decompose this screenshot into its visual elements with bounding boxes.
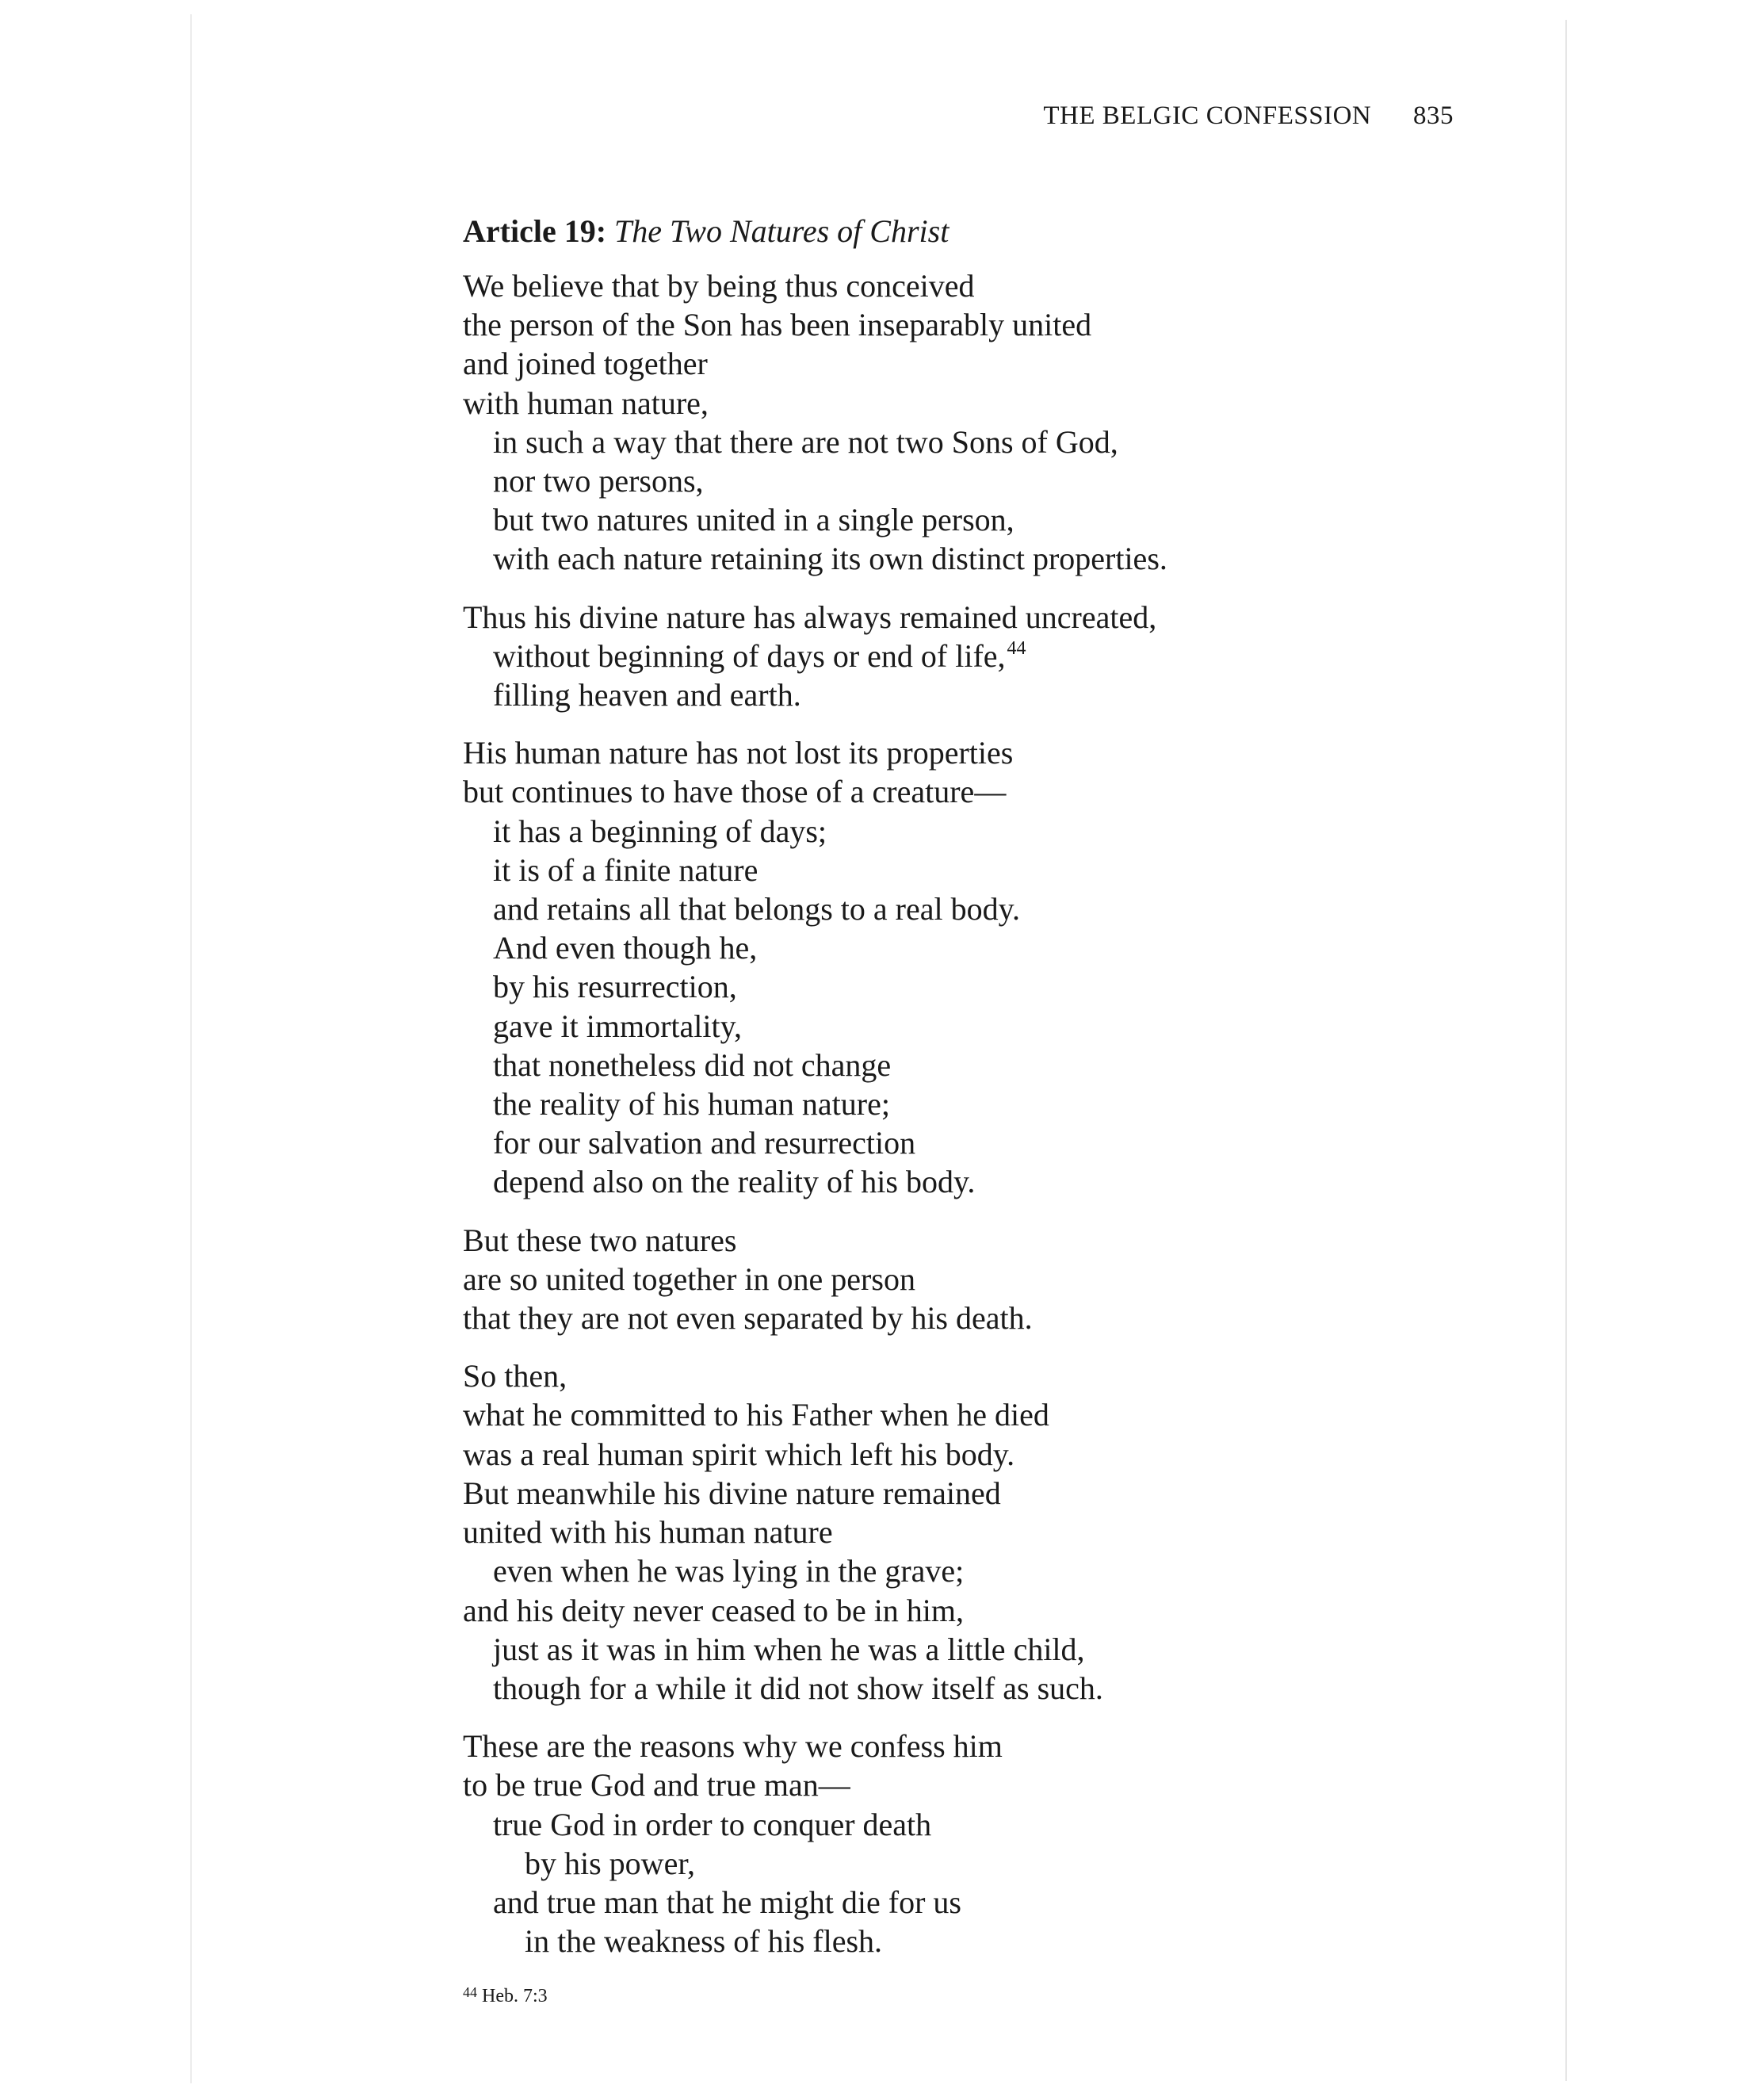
- footnote: [463, 1980, 1271, 2009]
- verse-line: [463, 772, 1271, 811]
- verse-line-text: it has a beginning of days;: [493, 813, 827, 849]
- verse-line-text: in such a way that there are not two Sons of God,: [493, 423, 1118, 460]
- verse-line-text: filling heaven and earth.: [493, 677, 801, 713]
- verse-line-text: These are the reasons why we confess him: [463, 1728, 1003, 1765]
- verse-line: [463, 1084, 1271, 1123]
- stanza: [463, 733, 1271, 1201]
- verse-line-text: So then,: [463, 1358, 567, 1394]
- verse-line-text: but two natures united in a single person,: [493, 502, 1014, 538]
- verse-line: [463, 1551, 1271, 1590]
- stanza: [463, 598, 1271, 715]
- page-number: 835: [1413, 101, 1454, 130]
- verse-line: [463, 1356, 1271, 1395]
- verse-line: [463, 1591, 1271, 1630]
- page-edge-left: [190, 14, 192, 2083]
- verse-line-text: and joined together: [463, 346, 708, 382]
- verse-line-text: Thus his divine nature has always remained uncreated,: [463, 599, 1157, 635]
- stanza: [463, 1356, 1271, 1708]
- verse-line-text: His human nature has not lost its properties: [463, 735, 1014, 771]
- verse-line-text: But these two natures: [463, 1222, 737, 1258]
- verse-line-text: but continues to have those of a creature—: [463, 774, 1007, 810]
- verse-line: [463, 1630, 1271, 1669]
- verse-line-text: for our salvation and resurrection: [493, 1125, 916, 1161]
- verse-line-text: and true man that he might die for us: [493, 1884, 961, 1920]
- verse-line-text: what he committed to his Father when he died: [463, 1397, 1049, 1433]
- stanza: [463, 266, 1271, 579]
- footnote-text: Heb. 7:3: [482, 1986, 548, 2007]
- verse-line-text: united with his human nature: [463, 1514, 833, 1551]
- verse-line: [463, 423, 1271, 461]
- verse-line: [463, 539, 1271, 578]
- verse-line: [463, 305, 1271, 344]
- verse-line-text: that they are not even separated by his death.: [463, 1300, 1033, 1337]
- verse-line-text: with human nature,: [463, 384, 709, 421]
- verse-line-text: nor two persons,: [493, 463, 704, 499]
- verse-line-text: by his resurrection,: [493, 969, 737, 1005]
- verse-line-text: And even though he,: [493, 930, 758, 966]
- article-subtitle: The Two Natures of Christ: [614, 213, 950, 249]
- footnote-number: 44: [463, 1984, 477, 2001]
- verse-line: [463, 1007, 1271, 1046]
- verse-line: [463, 851, 1271, 889]
- verse-line: [463, 1727, 1271, 1765]
- verse-line: [463, 675, 1271, 714]
- verse-line-text: without beginning of days or end of life,: [493, 637, 1006, 674]
- verse-line-text: was a real human spirit which left his body.: [463, 1436, 1015, 1472]
- verse-line-text: But meanwhile his divine nature remained: [463, 1475, 1001, 1511]
- verse-line: [463, 1123, 1271, 1162]
- verse-line-text: to be true God and true man—: [463, 1767, 850, 1804]
- verse-line-text: are so united together in one person: [463, 1260, 915, 1297]
- verse-line: [463, 1669, 1271, 1708]
- verse-line: [463, 1299, 1271, 1337]
- verse-line: [463, 967, 1271, 1006]
- article-heading: [463, 208, 1271, 255]
- verse-line-text: depend also on the reality of his body.: [493, 1164, 976, 1200]
- verse-line-text: by his power,: [525, 1845, 696, 1881]
- stanza: [463, 1727, 1271, 1960]
- verse-line: [463, 928, 1271, 967]
- verse-line: [463, 598, 1271, 637]
- verse-line: [463, 500, 1271, 539]
- verse-line-text: and his deity never ceased to be in him,: [463, 1592, 965, 1628]
- verse-line: [463, 1474, 1271, 1513]
- stanza: [463, 1221, 1271, 1338]
- verse-line-text: though for a while it did not show itself as such.: [493, 1670, 1103, 1706]
- verse-line-text: it is of a finite nature: [493, 851, 758, 888]
- verse-line: [463, 1260, 1271, 1299]
- verse-line-text: even when he was lying in the grave;: [493, 1553, 965, 1589]
- verse-line: [463, 637, 1271, 675]
- verse-line: [463, 1435, 1271, 1474]
- verse-line: [463, 266, 1271, 305]
- verse-line-text: the reality of his human nature;: [493, 1086, 890, 1123]
- verse-line: [463, 384, 1271, 423]
- running-head: [1043, 101, 1454, 131]
- article-body: [463, 208, 1271, 2009]
- verse-line-text: true God in order to conquer death: [493, 1806, 932, 1842]
- verse-line-text: just as it was in him when he was a little child,: [493, 1631, 1085, 1667]
- verse-line-text: in the weakness of his flesh.: [525, 1923, 883, 1960]
- verse-line: [463, 812, 1271, 851]
- verse-line-text: We believe that by being thus conceived: [463, 268, 975, 304]
- verse-line: [463, 1844, 1271, 1883]
- verse-line: [463, 1513, 1271, 1551]
- verse-line-text: the person of the Son has been inseparably united: [463, 307, 1092, 343]
- verse-line: [463, 1162, 1271, 1201]
- verse-line: [463, 1805, 1271, 1844]
- verse-line: [463, 733, 1271, 772]
- verse-line-text: and retains all that belongs to a real body.: [493, 891, 1020, 928]
- verse-line: [463, 1221, 1271, 1260]
- verse-line: [463, 1395, 1271, 1434]
- verse-line: [463, 1046, 1271, 1084]
- verse-line: [463, 344, 1271, 383]
- verse-line-text: that nonetheless did not change: [493, 1046, 892, 1083]
- stanza-list: [463, 266, 1271, 1960]
- verse-line-text: with each nature retaining its own distinct properties.: [493, 541, 1167, 577]
- footnote-reference: 44: [1007, 637, 1026, 659]
- page-edge-right: [1565, 20, 1567, 2081]
- running-head-title: THE BELGIC CONFESSION: [1043, 101, 1372, 130]
- verse-line: [463, 461, 1271, 500]
- verse-line-text: gave it immortality,: [493, 1008, 743, 1044]
- verse-line: [463, 889, 1271, 928]
- verse-line: [463, 1883, 1271, 1922]
- article-label: Article 19:: [463, 213, 607, 249]
- verse-line: [463, 1765, 1271, 1804]
- verse-line: [463, 1922, 1271, 1960]
